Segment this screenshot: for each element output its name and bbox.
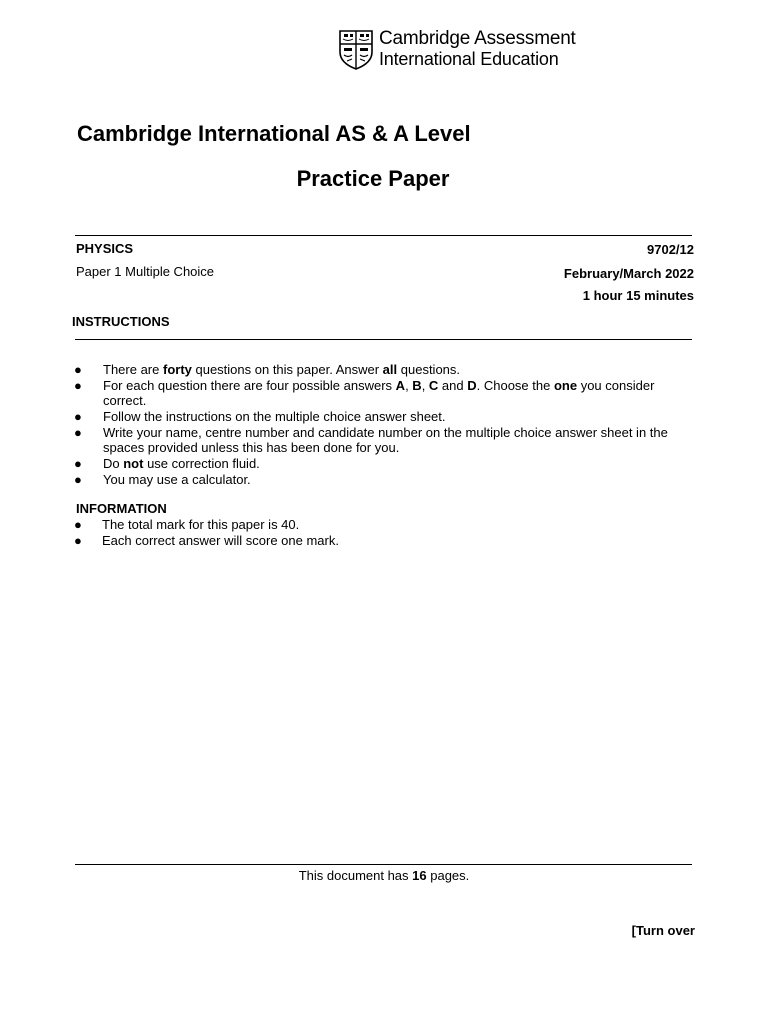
bullet-icon: ● [74, 425, 82, 440]
exam-session: February/March 2022 [563, 266, 694, 281]
exam-duration: 1 hour 15 minutes [582, 288, 694, 303]
paper-type-title: Practice Paper [296, 166, 450, 191]
logo-line-1: Cambridge Assessment [379, 28, 576, 49]
crest-icon [339, 30, 373, 70]
bullet-icon: ● [74, 378, 82, 393]
information-heading: INFORMATION [76, 501, 167, 516]
turn-over-note: [Turn over [631, 923, 695, 938]
cambridge-logo [339, 28, 589, 72]
instruction-item: ● There are forty questions on this paper. Answer all questions. [74, 362, 461, 377]
subject-name: PHYSICS [76, 241, 134, 256]
instructions-heading: INSTRUCTIONS [72, 314, 170, 329]
information-list [74, 517, 674, 549]
instructions-rule [75, 339, 692, 340]
bullet-icon: ● [74, 456, 82, 471]
information-item: ● The total mark for this paper is 40. [74, 517, 300, 532]
logo-wordmark [379, 28, 576, 70]
instruction-item: ● You may use a calculator. [74, 472, 251, 487]
bullet-icon: ● [74, 362, 82, 377]
instruction-item: ● Follow the instructions on the multiple choice answer sheet. [74, 409, 446, 424]
instruction-item: ● For each question there are four possible answers A, B, C and D. Choose the one you consider correct. [74, 378, 655, 408]
instruction-item: ● Write your name, centre number and candidate number on the multiple choice answer sheet in the spaces provided unless this has been done for you. [74, 425, 668, 455]
instructions-list [74, 362, 674, 488]
instruction-item: ● Do not use correction fluid. [74, 456, 260, 471]
bullet-icon: ● [74, 533, 82, 548]
footer-rule [75, 864, 692, 865]
information-item: ● Each correct answer will score one mark. [74, 533, 339, 548]
top-rule [75, 235, 692, 236]
paper-code: 9702/12 [647, 242, 694, 257]
page-count-note: This document has 16 pages. [298, 868, 470, 883]
logo-line-2: International Education [379, 49, 559, 69]
bullet-icon: ● [74, 472, 82, 487]
bullet-icon: ● [74, 517, 82, 532]
paper-name: Paper 1 Multiple Choice [76, 264, 215, 279]
qualification-title: Cambridge International AS & A Level [77, 121, 471, 146]
page-count: 16 [412, 868, 427, 883]
bullet-icon: ● [74, 409, 82, 424]
